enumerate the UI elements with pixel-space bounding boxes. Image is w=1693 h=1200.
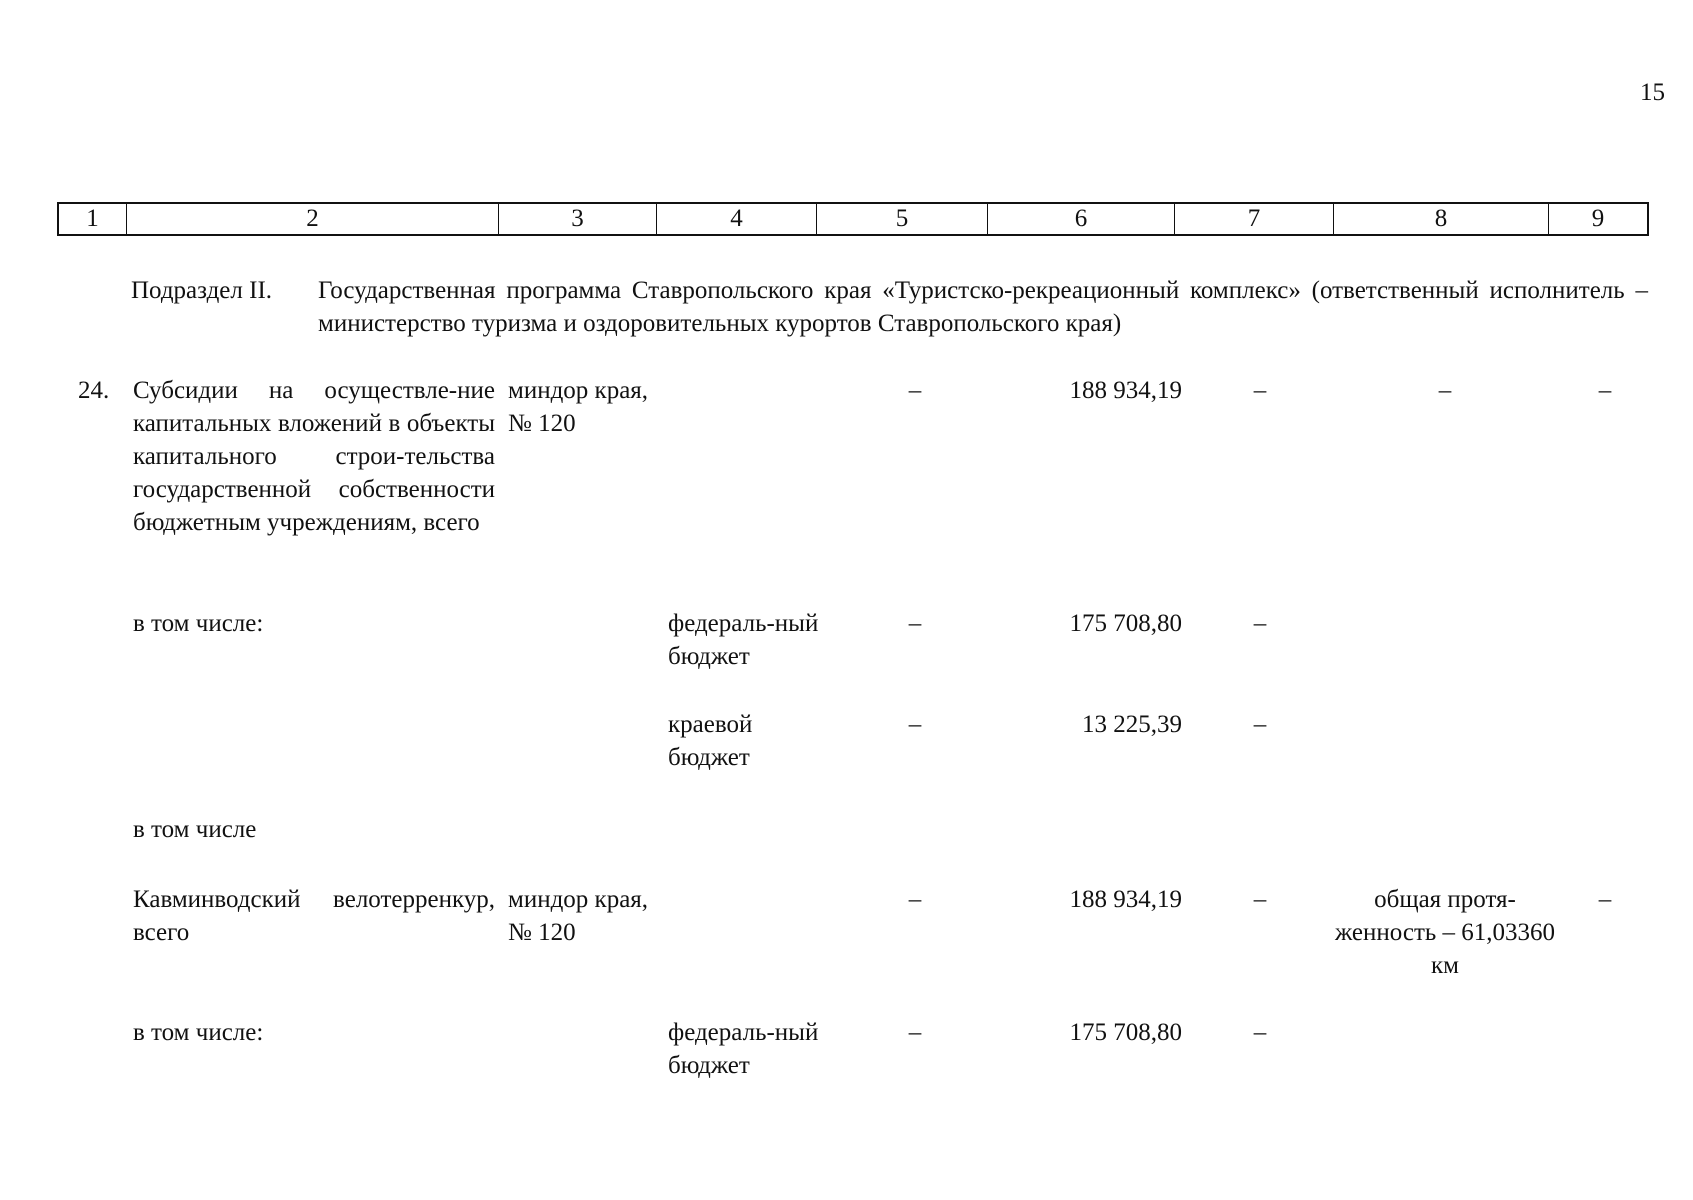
breakdown-col5: –: [908, 711, 922, 738]
header-col-5: 5: [817, 204, 988, 234]
header-col-1: 1: [59, 204, 127, 234]
header-col-6: 6: [988, 204, 1175, 234]
item-name: Субсидии на осуществле-ние капитальных вложений в объекты капитального строи-тельства государственной собственности бюджетным учреждениям, всего: [133, 377, 495, 536]
including-label: в том числе: [133, 816, 257, 843]
item-executor: миндор края, № 120: [508, 377, 649, 437]
object-breakdown-col7: –: [1253, 1019, 1267, 1046]
column-numbers-header: [57, 202, 1649, 236]
object-breakdown-amount: 175 708,80: [1069, 1019, 1182, 1046]
object-col9: –: [1598, 886, 1612, 913]
object-length: общая протя-женность – 61,03360 км: [1334, 886, 1556, 979]
object-breakdown-label: в том числе:: [133, 1019, 264, 1046]
item-amount: 188 934,19: [1069, 377, 1182, 404]
header-col-8: 8: [1334, 204, 1549, 234]
item-col9: –: [1598, 377, 1612, 404]
breakdown-col7: –: [1253, 711, 1267, 738]
breakdown-source: краевой бюджет: [668, 711, 753, 771]
header-col-7: 7: [1175, 204, 1334, 234]
object-breakdown-source: федераль-ный бюджет: [668, 1019, 819, 1079]
subsection-title: Государственная программа Ставропольского края «Туристско-рекреационный комплекс» (ответственный исполнитель – министерство туризма и оздоровительных курортов Ставропольского края): [318, 277, 1648, 337]
item-col5: –: [908, 377, 922, 404]
header-col-4: 4: [657, 204, 817, 234]
header-col-3: 3: [499, 204, 657, 234]
object-amount: 188 934,19: [1069, 886, 1182, 913]
item-col7: –: [1253, 377, 1267, 404]
item-number: 24.: [78, 377, 110, 404]
page-number: 15: [1640, 79, 1665, 106]
breakdown-source: федераль-ный бюджет: [668, 610, 819, 670]
object-executor: миндор края, № 120: [508, 886, 649, 946]
object-col5: –: [908, 886, 922, 913]
object-col7: –: [1253, 886, 1267, 913]
header-col-2: 2: [127, 204, 499, 234]
breakdown-amount: 13 225,39: [1082, 711, 1182, 738]
subsection-label: Подраздел II.: [131, 277, 273, 304]
breakdown-col5: –: [908, 610, 922, 637]
breakdown-amount: 175 708,80: [1069, 610, 1182, 637]
item-breakdown-label: в том числе:: [133, 610, 264, 637]
object-breakdown-col5: –: [908, 1019, 922, 1046]
breakdown-col7: –: [1253, 610, 1267, 637]
object-name: Кавминводский велотерренкур, всего: [133, 886, 495, 946]
header-col-9: 9: [1591, 205, 1605, 232]
item-col8: –: [1438, 377, 1452, 404]
